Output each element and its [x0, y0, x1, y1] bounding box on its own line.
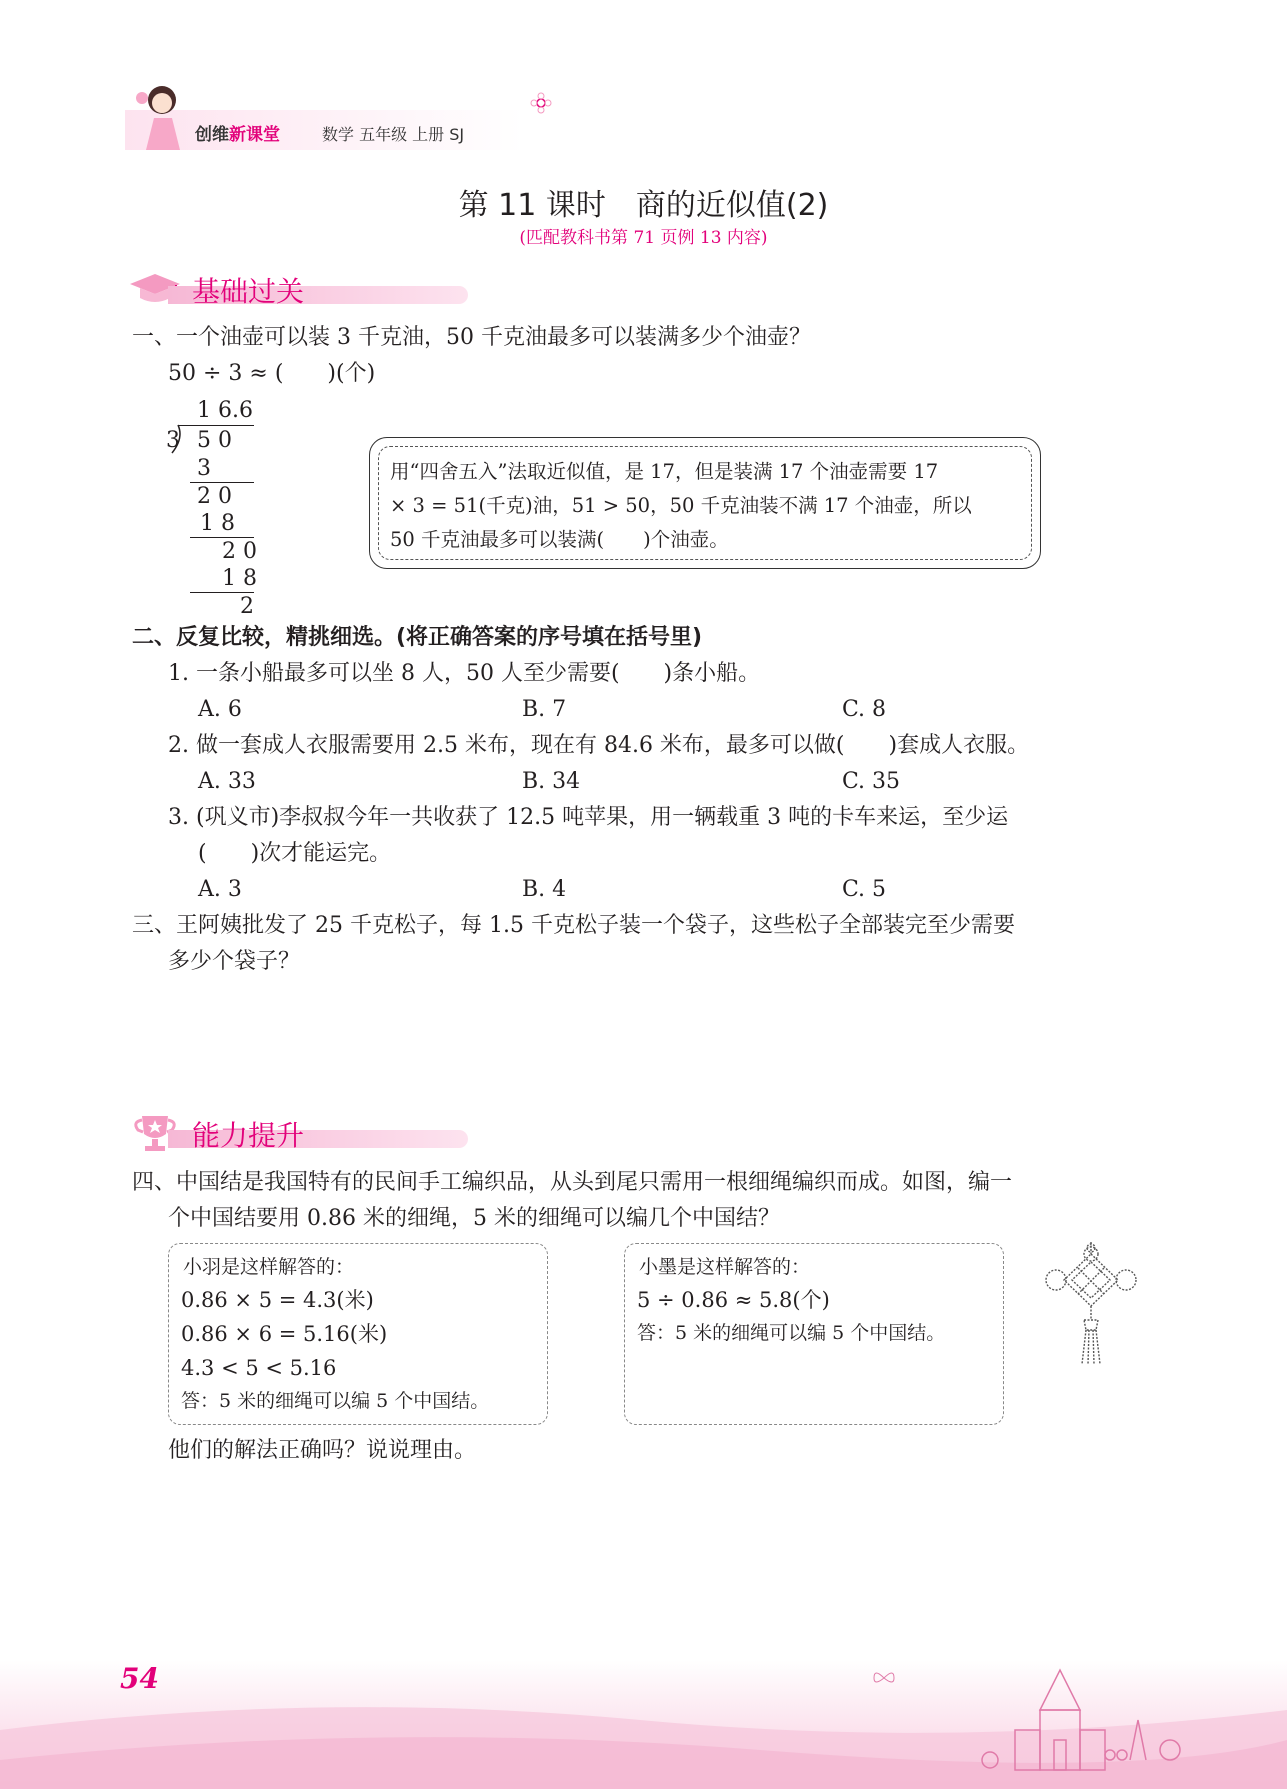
division-divisor: 3	[166, 428, 180, 453]
question-4-line2: 个中国结要用 0.86 米的细绳，5 米的细绳可以编几个中国结？	[168, 1206, 780, 1231]
solution-line: 0.86 × 6 = 5.16(米)	[181, 1322, 388, 1346]
division-line	[190, 482, 254, 483]
question-1-expression: 50 ÷ 3 ≈ ( )(个)	[168, 361, 376, 386]
option-b: B. 7	[522, 697, 567, 722]
division-step: 2 0	[222, 539, 257, 564]
division-remainder: 2	[240, 594, 254, 619]
question-4-prompt: 他们的解法正确吗？说说理由。	[168, 1438, 477, 1463]
solution-line: 小羽是这样解答的：	[183, 1256, 355, 1278]
flower-icon	[530, 92, 552, 114]
solution-line: 5 ÷ 0.86 ≈ 5.8(个)	[637, 1288, 830, 1312]
division-quotient: 1 6.6	[197, 398, 253, 423]
question-3-line2: 多少个袋子？	[168, 949, 301, 974]
butterfly-icon	[872, 1668, 896, 1688]
option-c: C. 5	[842, 877, 887, 902]
division-step: 1 8	[222, 566, 257, 591]
division-step: 1 8	[200, 511, 235, 536]
solution-line: 0.86 × 5 = 4.3(米)	[181, 1288, 374, 1312]
question-3-line1: 三、王阿姨批发了 25 千克松子，每 1.5 千克松子装一个袋子，这些松子全部装完至少需要	[132, 913, 1015, 938]
solution-line: 4.3 < 5 < 5.16	[181, 1356, 337, 1380]
option-c: C. 8	[842, 697, 887, 722]
question-2-item-cont: ( )次才能运完。	[198, 841, 392, 866]
castle-illustration-icon	[960, 1650, 1190, 1780]
hint-line: 用“四舍五入”法取近似值，是 17，但是装满 17 个油壶需要 17	[390, 460, 939, 483]
question-2-stem: 二、反复比较，精挑细选。(将正确答案的序号填在括号里)	[132, 625, 703, 650]
solution-line: 答：5 米的细绳可以编 5 个中国结。	[637, 1322, 946, 1344]
hint-line: 50 千克油最多可以装满( )个油壶。	[390, 528, 729, 551]
question-2-item: 1. 一条小船最多可以坐 8 人，50 人至少需要( )条小船。	[168, 661, 761, 686]
question-1-stem: 一、一个油壶可以装 3 千克油，50 千克油最多可以装满多少个油壶？	[132, 325, 811, 350]
division-bar	[178, 425, 254, 426]
solution-line: 小墨是这样解答的：	[639, 1256, 811, 1278]
lesson-title: 第 11 课时 商的近似值(2)	[458, 188, 829, 223]
section-banner-ability	[128, 1110, 458, 1154]
option-b: B. 4	[522, 877, 567, 902]
option-a: A. 33	[198, 769, 256, 794]
question-2-item: 2. 做一套成人衣服需要用 2.5 米布，现在有 84.6 米布，最多可以做( )套成人衣服。	[168, 733, 1030, 758]
section-banner-basic	[128, 266, 458, 310]
section-label: 基础过关	[192, 275, 305, 308]
question-4-line1: 四、中国结是我国特有的民间手工编织品，从头到尾只需用一根细绳编织而成。如图，编一	[132, 1170, 1013, 1195]
division-dividend: 5 0	[197, 428, 232, 453]
question-2-item: 3. (巩义市)李叔叔今年一共收获了 12.5 吨苹果，用一辆载重 3 吨的卡车来运，至少运	[168, 805, 1009, 830]
solution-line: 答：5 米的细绳可以编 5 个中国结。	[181, 1390, 490, 1412]
hint-box	[369, 437, 1041, 569]
chinese-knot-icon	[1038, 1240, 1144, 1368]
book-info: 数学 五年级 上册 SJ	[322, 125, 465, 144]
division-line	[190, 537, 254, 538]
option-a: A. 3	[198, 877, 242, 902]
option-b: B. 34	[522, 769, 581, 794]
brand-name: 创维新课堂	[195, 125, 280, 145]
division-line	[190, 592, 254, 593]
xiaoyu-solution-box	[168, 1243, 548, 1425]
section-label: 能力提升	[192, 1119, 305, 1152]
hint-line: × 3 = 51(千克)油，51 > 50，50 千克油装不满 17 个油壶，所以	[390, 494, 972, 517]
division-step: 2 0	[197, 484, 232, 509]
option-c: C. 35	[842, 769, 901, 794]
lesson-subtitle: (匹配教科书第 71 页例 13 内容)	[519, 228, 768, 248]
page-number: 54	[120, 1662, 159, 1695]
division-step: 3	[197, 456, 211, 481]
girl-mascot-icon	[128, 80, 190, 152]
option-a: A. 6	[198, 697, 242, 722]
xiaomo-solution-box	[624, 1243, 1004, 1425]
